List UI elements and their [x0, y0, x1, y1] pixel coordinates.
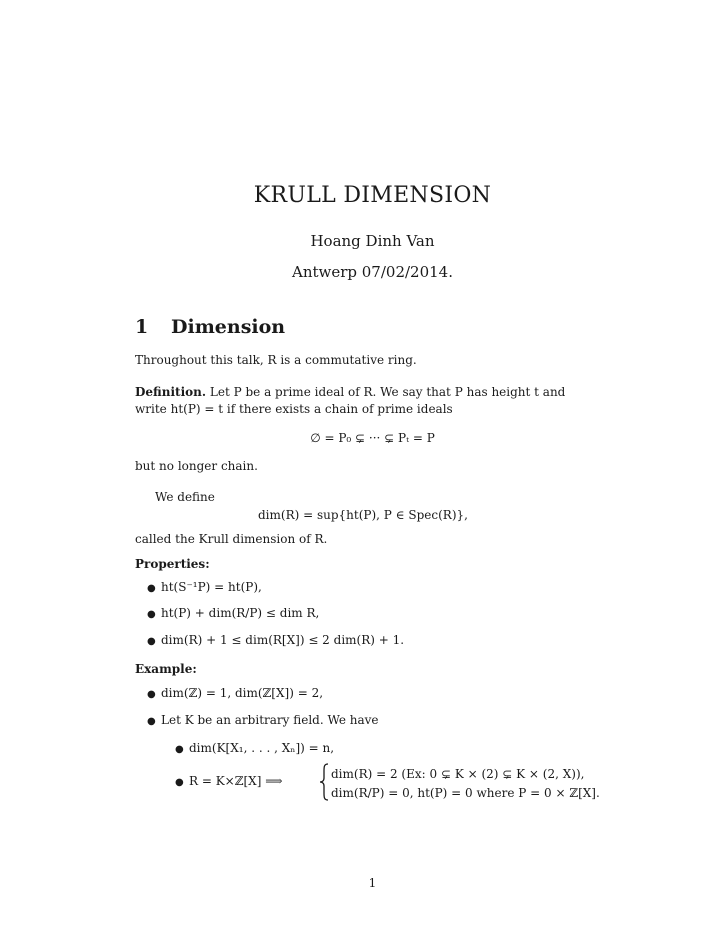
bullet-icon: ●: [147, 716, 156, 727]
definition-line-2: write ht(P) = t if there exists a chain of prime ideals: [135, 402, 453, 416]
date-line: Antwerp 07/02/2014.: [291, 263, 453, 281]
bullet-icon: ●: [175, 744, 184, 755]
list-item: ● ht(S⁻¹P) = ht(P),: [147, 580, 262, 594]
list-item: ● ht(P) + dim(R/P) ≤ dim R,: [147, 606, 320, 620]
bullet-icon: ●: [147, 609, 156, 620]
bullet-icon: ●: [147, 583, 156, 594]
section-heading: [135, 316, 285, 338]
called-krull-dimension: called the Krull dimension of R.: [135, 532, 328, 546]
sub-list-item: ● R = K×ℤ[X] ⟹: [175, 774, 283, 788]
definition-label: Definition.: [135, 385, 207, 399]
intro-paragraph: Throughout this talk, R is a commutative ring.: [135, 353, 417, 367]
list-item: ● Let K be an arbitrary field. We have: [147, 713, 379, 727]
left-brace-icon: [319, 763, 329, 801]
author-name: Hoang Dinh Van: [310, 232, 435, 250]
definition-after: but no longer chain.: [135, 459, 258, 473]
definition-line-1: [135, 384, 565, 400]
properties-label: Properties:: [135, 557, 210, 571]
page-number: 1: [368, 876, 377, 890]
we-define-text: We define: [155, 490, 215, 504]
bullet-icon: ●: [147, 636, 156, 647]
sub-list-item: ● dim(K[X₁, . . . , Xₙ]) = n,: [175, 741, 335, 755]
dimension-formula: dim(R) = sup{ht(P), P ∈ Spec(R)},: [258, 508, 468, 522]
case-line-2: dim(R/P) = 0, ht(P) = 0 where P = 0 × ℤ[X].: [331, 786, 600, 800]
section-title: Dimension: [171, 316, 286, 338]
section-number: 1: [135, 316, 149, 338]
paper-title: KRULL DIMENSION: [253, 183, 492, 208]
definition-text-1: Let P be a prime ideal of R. We say that P has height t and: [209, 385, 566, 399]
prime-chain-formula: ∅ = P₀ ⊊ ··· ⊊ Pₜ = P: [310, 431, 435, 445]
bullet-icon: ●: [147, 689, 156, 700]
bullet-icon: ●: [175, 777, 184, 788]
list-item: ● dim(R) + 1 ≤ dim(R[X]) ≤ 2 dim(R) + 1.: [147, 633, 405, 647]
example-label: Example:: [135, 662, 197, 676]
list-item: ● dim(ℤ) = 1, dim(ℤ[X]) = 2,: [147, 686, 324, 700]
case-line-1: dim(R) = 2 (Ex: 0 ⊊ K × (2) ⊊ K × (2, X)),: [331, 767, 585, 781]
